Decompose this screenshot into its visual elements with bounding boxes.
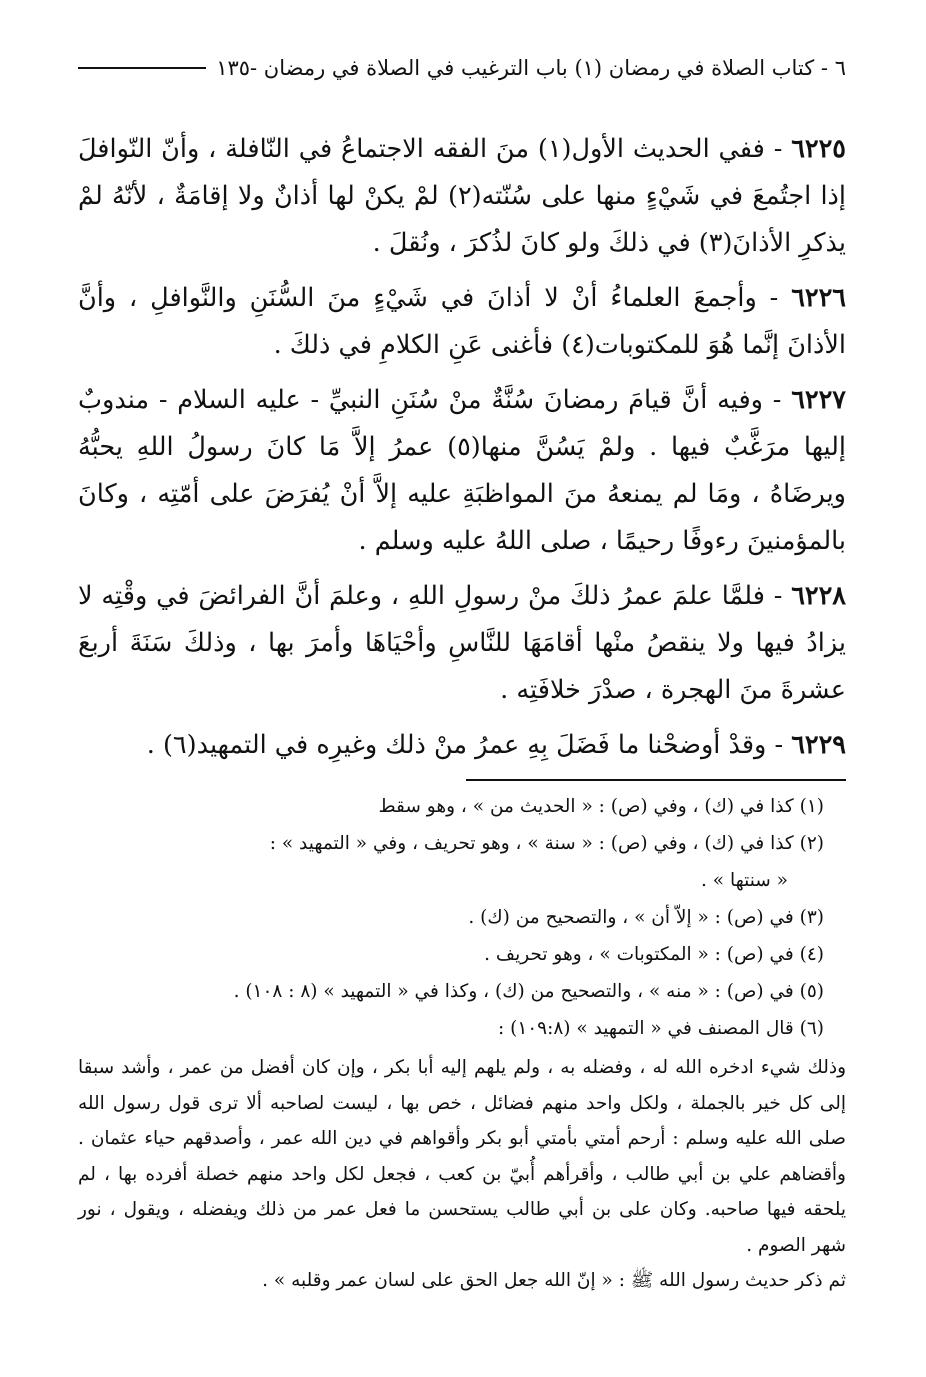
footnote-separator — [466, 779, 846, 781]
main-text — [78, 126, 846, 769]
paragraph-text: - وقدْ أوضحْنا ما فَضَلَ بِهِ عمرُ منْ ذلك وغيرِه في التمهيد(٦) . — [146, 730, 792, 760]
paragraph-text: - وفيه أنَّ قيامَ رمضانَ سُنَّةٌ منْ سُنَنِ النبيِّ - عليه السلام - مندوبٌ إليها مرَغَّبٌ فيها . ولمْ يَسُنَّ منها(٥) عمرُ إلاَّ مَا كانَ رسولُ اللهِ يحبُّهُ ويرضَاهُ ، ومَا لم يمنعهُ منَ المواظبَةِ عليه إلاَّ أنْ يُفرَضَ على أمّتِه ، وكانَ بالمؤمنينَ رءوفًا رحيمًا ، صلى اللهُ عليه وسلم . — [78, 385, 846, 556]
paragraph-number: ٦٢٢٥ — [791, 134, 847, 164]
paragraph-6228 — [78, 573, 846, 714]
running-head — [78, 48, 846, 88]
paragraph-text: - وأجمعَ العلماءُ أنْ لا أذانَ في شَيْءٍ منَ السُّنَنِ والنَّوافلِ ، وأنَّ الأذانَ إنَّما هُوَ للمكتوبات(٤) فأغنى عَنِ الكلامِ في ذلكَ . — [78, 283, 846, 360]
paragraph-number: ٦٢٢٧ — [791, 385, 846, 415]
footnote-5: (٥) في (ص) : « منه » ، والتصحيح من (ك) ، وكذا في « التمهيد » (٨ : ١٠٨) . — [233, 981, 824, 1002]
footnote-1: (١) كذا في (ك) ، وفي (ص) : « الحديث من » ، وهو سقط — [378, 796, 824, 817]
paragraph-6229 — [78, 722, 846, 769]
paragraph-number: ٦٢٢٩ — [791, 730, 846, 760]
paragraph-number: ٦٢٢٦ — [791, 283, 846, 313]
footnote-2: (٢) كذا في (ك) ، وفي (ص) : « سنة » ، وهو تحريف ، وفي « التمهيد » : — [269, 833, 824, 854]
footnotes — [78, 789, 846, 1046]
paragraph-6227 — [78, 377, 846, 565]
footnote-6: (٦) قال المصنف في « التمهيد » (١٠٩:٨) : — [497, 1018, 824, 1039]
paragraph-number: ٦٢٢٨ — [791, 581, 846, 611]
paragraph-6225 — [78, 126, 846, 267]
quotation-paragraph: وذلك شيء ادخره الله له ، وفضله به ، ولم يلهم إليه أبا بكر ، وإن كان أفضل من عمر ، وأشد سبقا إلى كل خير بالجملة ، ولكل واحد منهم فضائل ، خص بها ، ليست لصاحبه ألا ترى قول رسول الله صلى الله عليه وسلم : أرحم أمتي بأمتي أبو بكر وأقواهم في دين الله عمر ، وأصدقهم حياء عثمان . وأقضاهم علي بن أبي طالب ، وأقرأهم أُبيّ بن كعب ، فجعل لكل واحد منهم خصلة أفرده بها ، لم يلحقه فيها صاحبه. وكان على بن أبي طالب يستحسن ما فعل عمر من ذلك ويفضله ، ويقول ، نور شهر الصوم . — [78, 1057, 846, 1256]
running-head-text: ٦ - كتاب الصلاة في رمضان (١) باب الترغيب في الصلاة في رمضان -١٣٥ — [216, 56, 846, 80]
footnote-2-continuation: « سنتها » . — [701, 870, 788, 891]
paragraph-text: - فلمَّا علمَ عمرُ ذلكَ منْ رسولِ اللهِ ، وعلمَ أنَّ الفرائضَ في وقْتِه لا يزادُ فيها ولا ينقصُ منْها أقامَهَا للنَّاسِ وأحْيَاهَا وأمرَ بها ، وذلكَ سَنَةَ أربعَ عشرةَ منَ الهجرة ، صدْرَ خلافَتِه . — [78, 581, 846, 705]
paragraph-text: - ففي الحديث الأول(١) منَ الفقه الاجتماعُ في النّافلة ، وأنّ النّوافلَ إذا اجتُمعَ في شَيْءٍ منها على سُنّته(٢) لمْ يكنْ لها أذانٌ ولا إقامَةٌ ، لأنّهُ لمْ يذكرِ الأذانَ(٣) في ذلكَ ولو كانَ لذُكرَ ، ونُقلَ . — [78, 134, 846, 258]
running-head-rule — [78, 67, 206, 69]
footnote-3: (٣) في (ص) : « إلاّ أن » ، والتصحيح من (ك) . — [468, 907, 824, 928]
paragraph-6226 — [78, 275, 846, 369]
footnote-4: (٤) في (ص) : « المكتوبات » ، وهو تحريف . — [484, 944, 824, 965]
quotation-closing-line: ثم ذكر حديث رسول الله ﷺ : « إنّ الله جعل الحق على لسان عمر وقلبه » . — [262, 1270, 846, 1291]
footnote-quotation — [78, 1050, 846, 1299]
